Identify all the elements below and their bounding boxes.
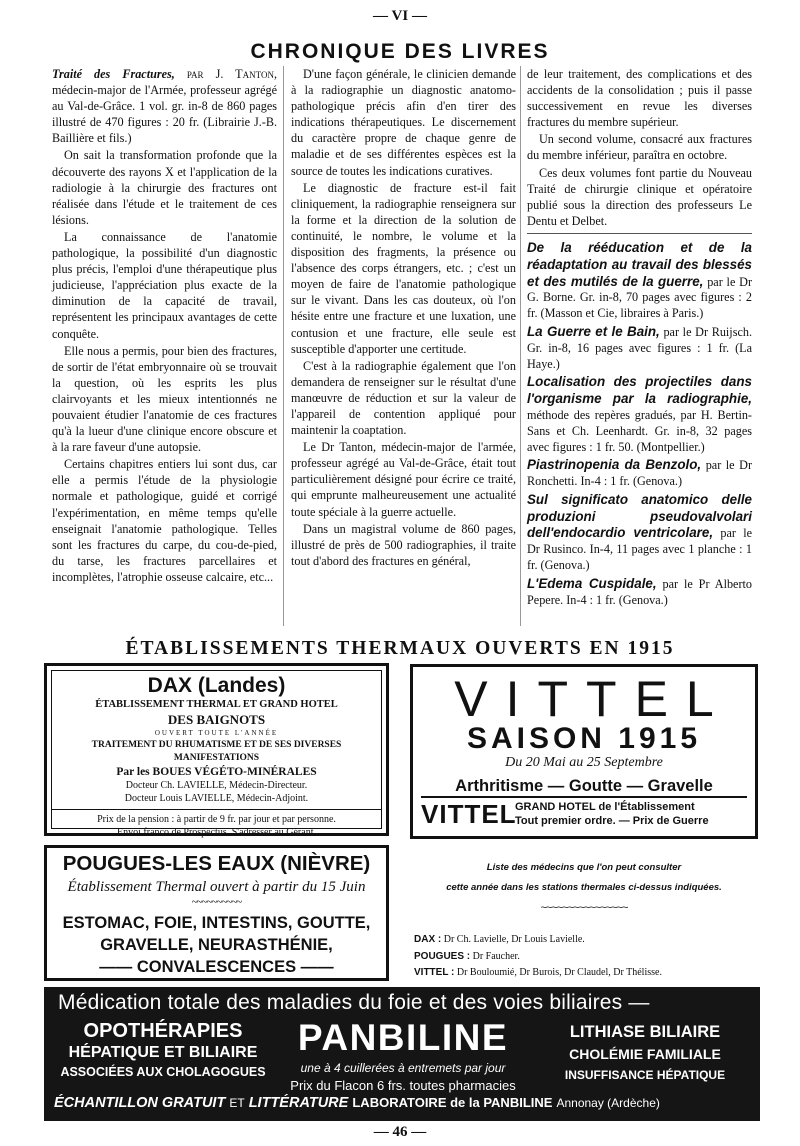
section-title-etablissements: ÉTABLISSEMENTS THERMAUX OUVERTS EN 1915 — [125, 638, 675, 659]
entry-details: par le Pr Alberto Pepere. In-4 : 1 fr. (Genova.) — [527, 576, 752, 607]
ad-vittel-big-title: VITTEL — [454, 671, 732, 727]
entry-title: De la rééducation et de la réadaptation au travail des blessés et des mutilés de la guerre, — [527, 239, 752, 289]
ad-panbiline-price: Prix du Flacon 6 frs. toutes pharmacies — [290, 1078, 516, 1093]
ad-dax — [44, 663, 389, 836]
ad-dax-doctor: Docteur Ch. LAVIELLE, Médecin-Directeur. — [125, 780, 308, 791]
entry-details: méthode des repères gradués, par H. Bertin-Sans et Ch. Leenhardt. Gr. in-8, 32 pages avec figures : 1 fr. 50. (Montpellier.) — [527, 407, 752, 454]
station-name: DAX : — [414, 934, 442, 945]
book-entry — [527, 457, 752, 490]
ad-panbiline-right-line: LITHIASE BILIAIRE — [569, 1023, 721, 1041]
book-entry — [527, 492, 752, 574]
ad-panbiline-name: PANBILINE — [297, 1017, 509, 1058]
ad-dax-envoi: Envoi franco de Prospectus. S'adresser au Gérant. — [117, 827, 316, 838]
column-1 — [52, 66, 277, 586]
column-divider — [520, 66, 521, 626]
ad-panbiline-litterature: LITTÉRATURE — [248, 1095, 349, 1111]
ad-dax-name: DAX (Landes) — [147, 674, 286, 697]
page-title: CHRONIQUE DES LIVRES — [250, 40, 550, 63]
ad-pougues — [44, 845, 389, 981]
ad-panbiline-center — [272, 1017, 534, 1095]
entry-title: Sul significato anatomico delle produzioni pseudovalvolari dell'endocardio ventricolare, — [527, 491, 752, 541]
ad-panbiline-left-line: ASSOCIÉES AUX CHOLAGOGUES — [60, 1065, 266, 1079]
book-review-columns — [52, 66, 752, 632]
doctor-list-row — [414, 949, 754, 966]
ad-vittel-hotel-text — [515, 800, 709, 828]
ad-dax-line: DES BAIGNOTS — [167, 712, 266, 727]
wavy-divider: ~~~~~~~~~~ — [191, 896, 242, 908]
book-heading — [52, 66, 277, 146]
station-name: POUGUES : — [414, 950, 471, 962]
paragraph: Ces deux volumes font partie du Nouveau Traité de chirurgie clinique et opératoire publié sous la direction des professeurs Le Dentu et Delbet. — [527, 165, 752, 228]
ad-vittel-dates: Du 20 Mai au 25 Septembre — [505, 755, 663, 770]
ad-pougues-ouvert: Établissement Thermal ouvert à partir du 15 Juin — [67, 879, 366, 895]
ad-panbiline-bottom — [54, 1095, 754, 1111]
ad-dax-line: ÉTABLISSEMENT THERMAL ET GRAND HOTEL — [95, 699, 338, 710]
ad-pougues-indication: GRAVELLE, NEURASTHÉNIE, — [100, 936, 333, 954]
wavy-divider: ~~~~~~~~~~~~~~~~ — [540, 902, 628, 914]
page-number: — 46 — — [373, 1124, 427, 1140]
paragraph: C'est à la radiographie également que l'on demandera de renseigner sur le résultat d'une manœuvre de réduction et sur la valeur de l'appareil de contention appliqué pour maintenir la coaptation. — [291, 358, 516, 438]
divider — [527, 233, 752, 234]
ad-pougues-indication: ESTOMAC, FOIE, INTESTINS, GOUTTE, — [62, 914, 371, 932]
ad-panbiline-annonay: Annonay (Ardèche) — [556, 1096, 660, 1110]
paragraph: de leur traitement, des complications et des accidents de la consolidation ; puis il passe successivement en revue les diverses fractures du membre supérieur. — [527, 67, 752, 130]
ad-vittel — [410, 664, 758, 839]
ad-dax-line: OUVERT TOUTE L'ANNÉE — [154, 729, 279, 737]
doctor-names: Dr Bouloumié, Dr Burois, Dr Claudel, Dr Thélisse. — [456, 967, 662, 978]
book-entry — [527, 240, 752, 322]
doctor-list — [414, 932, 754, 982]
paragraph: La connaissance de l'anatomie pathologique, la possibilité d'un diagnostic plus précis, l'emploi d'une thérapeutique plus judicieuse, l'appréciation plus exacte de la diminution de la capacité de travail, représentent les principaux avantages de cette conquête. — [52, 229, 277, 341]
book-entry — [527, 324, 752, 372]
paragraph: Le diagnostic de fracture est-il fait cliniquement, la radiographie renseignera sur la forme et la direction de la solution de continuité, le nombre, le volume et la disposition des fragments, la présence ou l'absence des corps étrangers, etc. ; c'est un moyen de faire de l'anatomie pathologique sur le vivant. Dans les cas douteux, où l'on hésite entre une fracture et une luxation, une contusion et une fracture, elle seule est susceptible d'apporter une certitude. — [291, 180, 516, 356]
ad-panbiline-right-line: CHOLÉMIE FAMILIALE — [569, 1046, 721, 1062]
paragraph: D'une façon générale, le clinicien demande à la radiographie un diagnostic anatomo-pathologique précis afin d'en tirer des indications thérapeutiques. Le discernement du caractère propre de chaque genre de maladie et de ses différentes espèces est la source de toutes les indications curatives. — [291, 67, 516, 178]
book-author: par J. Tanton — [186, 67, 274, 81]
ad-panbiline-laboratoire: LABORATOIRE de la PANBILINE — [352, 1095, 553, 1110]
ad-panbiline-et: ET — [229, 1096, 245, 1110]
ad-vittel-hotel: GRAND HOTEL de l'Établissement — [515, 801, 695, 813]
book-details: , médecin-major de l'Armée, professeur agrégé au Val-de-Grâce. 1 vol. gr. in-8 de 860 pages illustré de 470 figures : 20 fr. (Librairie J.-B. Baillière et fils.) — [52, 67, 278, 146]
ad-vittel-name-small: VITTEL — [421, 798, 517, 829]
ad-panbiline-echantillon: ÉCHANTILLON GRATUIT — [54, 1095, 226, 1111]
doctor-list-row — [414, 932, 754, 949]
divider — [52, 809, 381, 810]
entry-details: par le Dr Ruijsch. Gr. in-8, 16 pages avec figures : 1 fr. (La Haye.) — [527, 324, 752, 371]
column-divider — [283, 66, 284, 626]
ad-vittel-indications: Arthritisme — Goutte — Gravelle — [455, 777, 713, 795]
ad-panbiline-dose: une à 4 cuillerées à entremets par jour — [300, 1061, 506, 1075]
column-3 — [527, 66, 752, 610]
liste-line: Liste des médecins que l'on peut consulter — [486, 862, 682, 873]
ad-panbiline-left — [56, 1019, 270, 1081]
paragraph: Elle nous a permis, pour bien des fractures, de sortir de l'état embryonnaire où se trouvait la question, où les esprits les plus clairvoyants et les mieux intentionnés ne pouvaient étudier l'anatomie de ces fractures qu'à la lueur d'une clinique encore obscure et à la rare faveur d'une autopsie. — [52, 343, 277, 455]
ad-panbiline-left-line: OPOTHÉRAPIES — [83, 1020, 243, 1042]
paragraph: Un second volume, consacré aux fractures du membre inférieur, paraîtra en octobre. — [527, 132, 752, 163]
ad-dax-price: Prix de la pension : à partir de 9 fr. par jour et par personne. — [97, 814, 336, 825]
liste-line: cette année dans les stations thermales ci-dessus indiquées. — [446, 882, 722, 893]
ad-panbiline-headline: Médication totale des maladies du foie et des voies biliaires — — [58, 991, 650, 1014]
paragraph: On sait la transformation profonde que la découverte des rayons X et l'application de la radiologie à la chirurgie des fractures ont réalisée dans l'étude et le traitement de ces lésions. — [52, 148, 277, 227]
ad-vittel-saison: SAISON 1915 — [466, 722, 702, 755]
book-entry — [527, 374, 752, 455]
station-name: VITTEL : — [414, 967, 455, 978]
book-title: Traité des Fractures, — [52, 67, 175, 81]
ad-dax-inner-frame — [51, 670, 382, 838]
paragraph: Certains chapitres entiers lui sont dus, car elle a permis l'étude de la physiologie normale et pathologique, guidé et corrigé l'expérimentation, en même temps qu'elle enseignait l'anatomie pathologique. Telles sont les fractures du carpe, du cou-de-pied, du tarse, les fractures parcellaires et incomplètes, l'atrophie osseuse calcaire, etc... — [52, 457, 277, 584]
entry-details: par le Dr G. Borne. Gr. in-8, 70 pages avec figures : 2 fr. (Masson et Cie, libraires à Paris.) — [527, 274, 753, 321]
book-entry — [527, 576, 752, 609]
entry-details: par le Dr Rusinco. In-4, 11 pages avec 1 planche : 1 fr. (Genova.) — [527, 526, 753, 573]
ad-vittel-ordre: Tout premier ordre. — Prix de Guerre — [515, 815, 709, 827]
ad-panbiline-right — [538, 1021, 752, 1086]
liste-medecins — [414, 858, 754, 918]
entry-title: L'Edema Cuspidale, — [527, 575, 657, 591]
page-roman-number: — VI — — [373, 8, 427, 24]
ad-pougues-indication: —— CONVALESCENCES —— — [99, 958, 334, 976]
entry-title: Piastrinopenia da Benzolo, — [527, 457, 702, 473]
ad-vittel-hotel-bar — [421, 796, 747, 830]
doctor-names: Dr Ch. Lavielle, Dr Louis Lavielle. — [443, 934, 585, 945]
entry-title: Localisation des projectiles dans l'organisme par la radiographie, — [527, 374, 752, 407]
ad-panbiline-left-line: HÉPATIQUE ET BILIAIRE — [68, 1044, 258, 1061]
entry-details: par le Dr Ronchetti. In-4 : 1 fr. (Genova.) — [527, 458, 752, 489]
doctor-list-row — [414, 965, 754, 982]
entry-title: La Guerre et le Bain, — [527, 323, 660, 339]
ad-dax-line: TRAITEMENT DU RHUMATISME ET DE SES DIVERSES MANIFESTATIONS — [91, 740, 342, 763]
paragraph: Dans un magistral volume de 860 pages, illustré de près de 500 radiographies, il traite tout d'abord des fractures en général, — [291, 521, 516, 568]
ad-panbiline-right-line: INSUFFISANCE HÉPATIQUE — [564, 1068, 726, 1082]
paragraph: Le Dr Tanton, médecin-major de l'armée, professeur agrégé au Val-de-Grâce, était tout particulièrement désigné pour écrire ce traité, qui emprunte malheureusement une actualité toute spéciale à la guerre actuelle. — [291, 440, 516, 519]
ad-pougues-name: POUGUES-LES EAUX (NIÈVRE) — [62, 852, 371, 875]
doctor-names: Dr Faucher. — [472, 950, 520, 962]
ad-dax-line: Par les BOUES VÉGÉTO-MINÉRALES — [116, 766, 317, 778]
ad-panbiline — [44, 987, 760, 1121]
column-2 — [291, 66, 516, 570]
ad-dax-doctor: Docteur Louis LAVIELLE, Médecin-Adjoint. — [124, 793, 309, 804]
